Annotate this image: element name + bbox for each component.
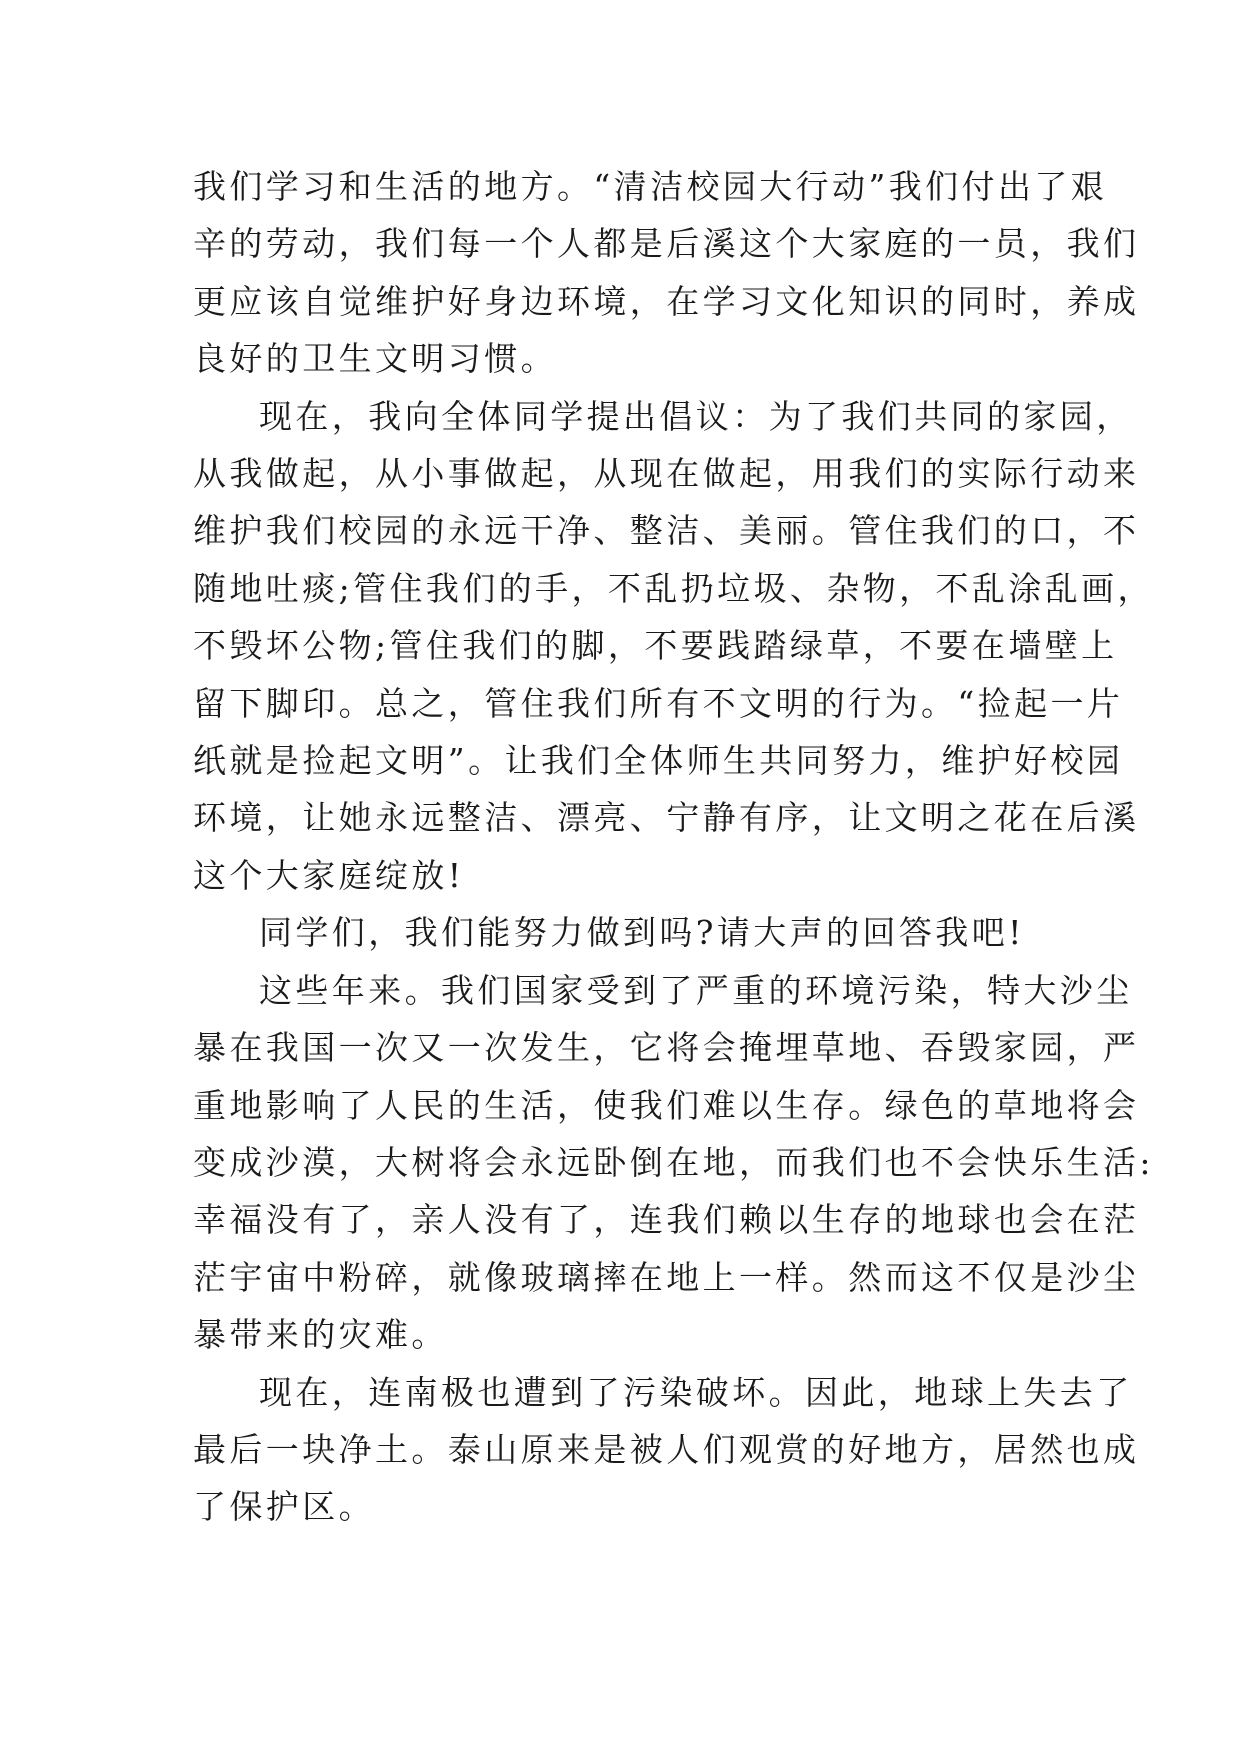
text-line: 幸福没有了，亲人没有了，连我们赖以生存的地球也会在茫 [193,1200,1140,1240]
text-line: 从我做起，从小事做起，从现在做起，用我们的实际行动来 [193,454,1140,494]
text-line: 现在，连南极也遭到了污染破坏。因此，地球上失去了 [259,1372,1133,1412]
text-line: 暴在我国一次又一次发生，它将会掩埋草地、吞毁家园，严 [193,1028,1140,1068]
paragraph-3 [193,904,1048,961]
paragraph-5 [193,1364,1140,1536]
paragraph-2 [193,388,1154,905]
text-line: 重地影响了人民的生活，使我们难以生存。绿色的草地将会 [193,1085,1140,1125]
text-line: 我们学习和生活的地方。“清洁校园大行动”我们付出了艰 [193,167,1108,206]
text-line: 暴带来的灾难。 [193,1315,448,1355]
text-line: 同学们，我们能努力做到吗?请大声的回答我吧! [259,913,1025,953]
paragraph-4 [193,962,1154,1364]
text-line: 留下脚印。总之，管住我们所有不文明的行为。“捡起一片 [193,683,1124,723]
text-line: 更应该自觉维护好身边环境，在学习文化知识的同时，养成 [193,281,1140,321]
text-line: 维护我们校园的永远干净、整洁、美丽。管住我们的口，不 [193,511,1140,551]
paragraph-1 [193,158,1140,388]
text-line: 良好的卫生文明习惯。 [193,339,557,379]
text-line: 纸就是捡起文明”。让我们全体师生共同努力，维护好校园 [193,741,1124,781]
text-line: 不毁坏公物;管住我们的脚，不要践踏绿草，不要在墙壁上 [193,626,1118,666]
text-line: 现在，我向全体同学提出倡议：为了我们共同的家园， [259,396,1133,436]
text-line: 这个大家庭绽放! [193,855,465,895]
text-line: 最后一块净土。泰山原来是被人们观赏的好地方，居然也成 [193,1429,1140,1469]
text-line: 辛的劳动，我们每一个人都是后溪这个大家庭的一员，我们 [193,224,1140,264]
text-line: 这些年来。我们国家受到了严重的环境污染，特大沙尘 [259,970,1133,1010]
text-line: 随地吐痰;管住我们的手，不乱扔垃圾、杂物，不乱涂乱画， [193,568,1154,608]
document-body [193,158,1154,1536]
text-line: 变成沙漠，大树将会永远卧倒在地，而我们也不会快乐生活: [193,1142,1154,1182]
text-line: 了保护区。 [193,1487,375,1527]
text-line: 环境，让她永远整洁、漂亮、宁静有序，让文明之花在后溪 [193,798,1140,838]
text-line: 茫宇宙中粉碎，就像玻璃摔在地上一样。然而这不仅是沙尘 [193,1257,1140,1297]
